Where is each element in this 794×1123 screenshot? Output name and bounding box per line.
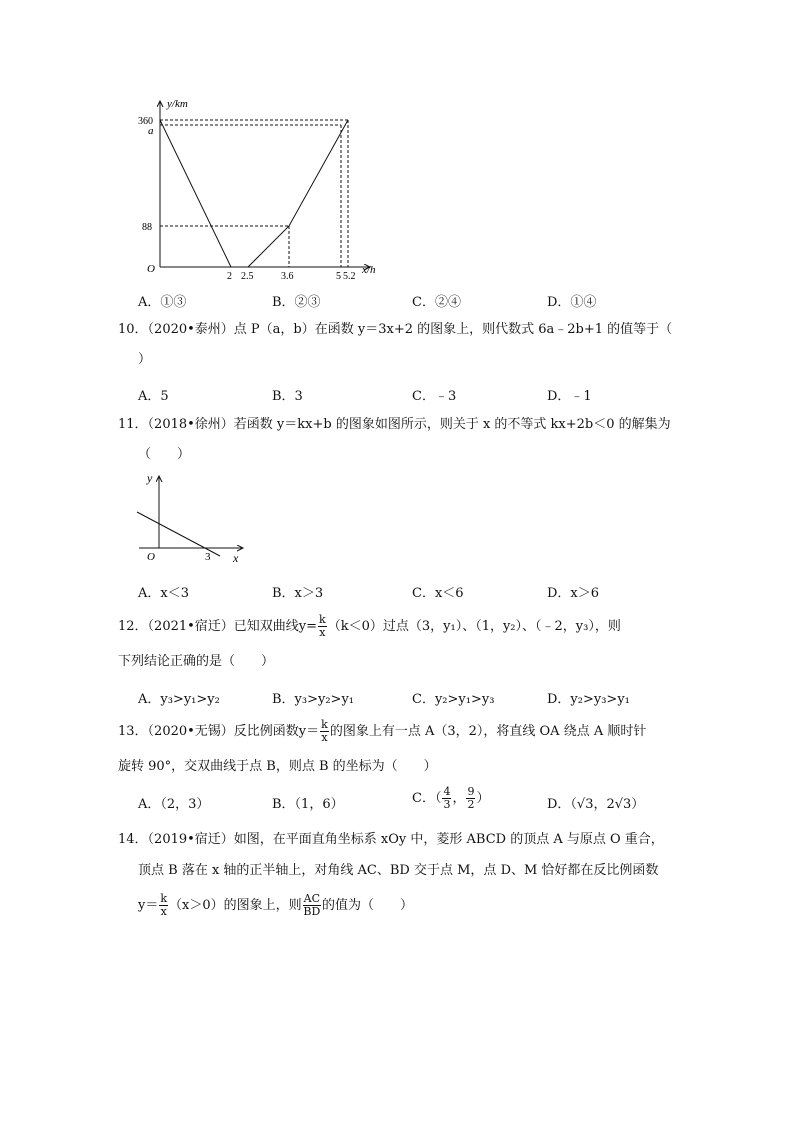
q11-option-b[interactable]: B．x＞3 [272, 586, 324, 601]
q11-stem-cont: （ ） [138, 447, 191, 462]
y-tick-a: a [148, 125, 154, 137]
q9-option-d[interactable]: D．①④ [547, 295, 597, 310]
q10-option-a[interactable]: A．5 [138, 389, 169, 404]
fraction-k-over-x: $\frac{k}{x}$ [319, 613, 326, 639]
q14-stem-cont: 顶点 B 落在 x 轴的正半轴上，对角线 AC、BD 交于点 M，点 D、M 恰好都在反比例函数 [138, 863, 659, 878]
q12-option-b[interactable]: B．y₃>y₂>y₁ [272, 692, 355, 707]
distance-time-graph [130, 95, 390, 280]
x-axis-label: x [233, 551, 239, 565]
q11-option-d[interactable]: D．x＞6 [547, 586, 600, 601]
x-tick-5: 5 [336, 271, 341, 280]
q14-stem: 14．（2019•宿迁）如图，在平面直角坐标系 xOy 中，菱形 ABCD 的顶点 A 与原点 O 重合， [118, 832, 664, 847]
q9-option-b[interactable]: B．②③ [272, 295, 321, 310]
linear-function-graph [135, 470, 250, 565]
y-tick-360: 360 [138, 116, 153, 127]
origin-label: O [147, 551, 155, 563]
q10-stem-cont: ） [138, 352, 152, 367]
q11-option-c[interactable]: C．x＜6 [412, 586, 464, 601]
x-tick-2: 2 [227, 271, 232, 280]
q12-stem: 12．（2021•宿迁）已知双曲线y= $\frac{k}{x}$ （k＜0）过点（3，y₁）、（1，y₂）、（﹣2，y₃），则 [118, 613, 621, 639]
q10-option-b[interactable]: B．3 [272, 389, 303, 404]
q11-stem: 11．（2018•徐州）若函数 y＝kx+b 的图象如图所示，则关于 x 的不等式 kx+2b＜0 的解集为 [118, 417, 671, 432]
q13-option-c[interactable]: C．（ $\frac{4}{3}$ ， $\frac{9}{2}$ ） [412, 785, 490, 811]
q13-stem: 13．（2020•无锡）反比例函数y＝ $\frac{k}{x}$ 的图象上有一点 A（3，2），将直线 OA 绕点 A 顺时针 [118, 718, 647, 744]
q11-option-a[interactable]: A．x＜3 [138, 586, 189, 601]
q13-stem-cont: 旋转 90°，交双曲线于点 B，则点 B 的坐标为（ ） [118, 759, 437, 774]
q13-option-d[interactable]: D．（√3，2√3） [547, 797, 645, 812]
x-axis-label: x/h [362, 264, 376, 276]
q13-option-a[interactable]: A．（2，3） [138, 797, 210, 812]
q14-stem-cont-2: y＝ $\frac{k}{x}$ （x＞0）的图象上，则 $\frac{AC}{BD}$ 的值为（ ） [138, 892, 414, 918]
y-axis-label: y/km [167, 98, 188, 110]
x-tick-5.2: 5.2 [343, 271, 356, 280]
plot-line-2 [248, 120, 348, 267]
q9-option-a[interactable]: A．①③ [138, 295, 187, 310]
q12-option-d[interactable]: D．y₂>y₃>y₁ [547, 692, 630, 707]
q10-option-c[interactable]: C．﹣3 [412, 389, 457, 404]
y-tick-88: 88 [142, 222, 152, 233]
q10-stem: 10．（2020•泰州）点 P（a，b）在函数 y＝3x+2 的图象上，则代数式 6a﹣2b+1 的值等于（ [118, 322, 673, 337]
origin-label: O [147, 263, 155, 275]
plot-line-1 [160, 120, 231, 267]
x-tick-2.5: 2.5 [241, 271, 254, 280]
q12-option-c[interactable]: C．y₂>y₁>y₃ [412, 692, 495, 707]
q12-option-a[interactable]: A．y₃>y₁>y₂ [138, 692, 220, 707]
x-tick-3.6: 3.6 [281, 271, 294, 280]
q13-option-b[interactable]: B．（1，6） [272, 797, 344, 812]
function-line [137, 512, 220, 556]
q10-option-d[interactable]: D．﹣1 [547, 389, 592, 404]
y-axis-label: y [147, 471, 153, 485]
fraction-k-over-x: $\frac{k}{x}$ [321, 718, 328, 744]
q12-stem-cont: 下列结论正确的是（ ） [118, 654, 275, 669]
q9-option-c[interactable]: C．②④ [412, 295, 461, 310]
x-tick-3: 3 [205, 551, 211, 563]
